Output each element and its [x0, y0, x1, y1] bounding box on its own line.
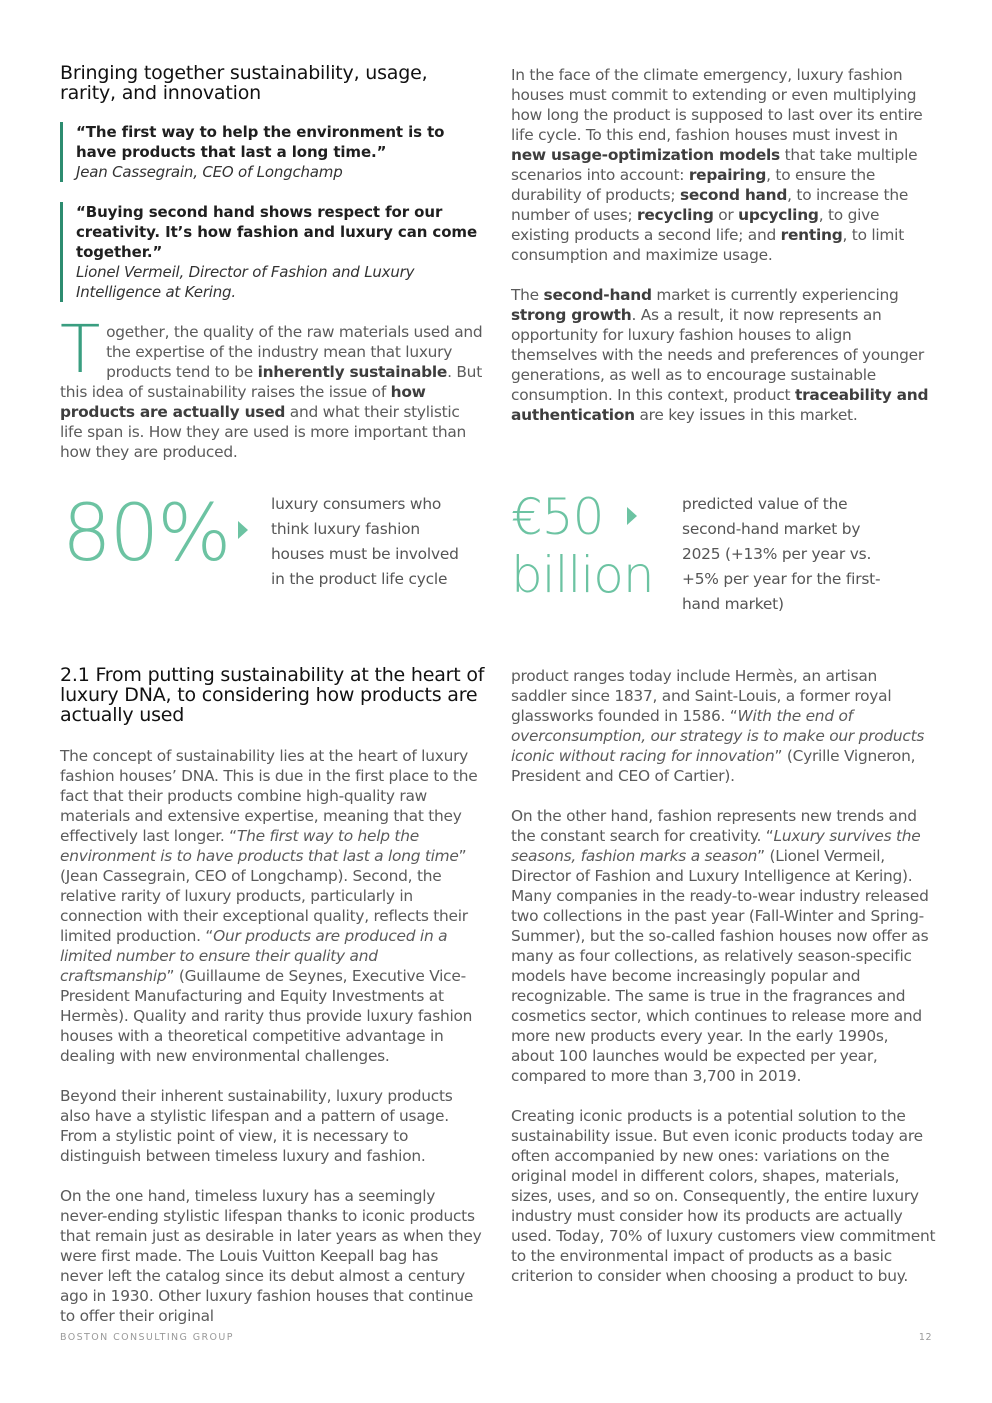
bold-run: new usage-optimization models — [511, 146, 780, 164]
stat-line: 2025 (+13% per year vs. — [682, 545, 872, 563]
stat-line: predicted value of the — [682, 495, 848, 513]
timeless-luxury-paragraph: On the one hand, timeless luxury has a seemingly never-ending stylistic lifespan thanks to iconic products that remain just as desirable in later years as when they were first made. The Louis Vuitton Keepall bag has never left the catalog since its debut almost a century ago in 1930. Other luxury fashion houses that continue to offer their original — [60, 1187, 482, 1325]
bold-run: how products are actually used — [60, 383, 426, 421]
italic-run: With the end of overconsumption, our strategy is to make our products iconic without racing for innovation — [511, 707, 925, 765]
text-run: , to increase the number of uses; — [511, 186, 909, 224]
right-top-column — [511, 65, 936, 425]
text-run: ” (Lionel Vermeil, Director of Fashion and Luxury Intelligence at Kering). Many companies in the ready-to-wear industry released two collections in the past year (Fall-Winter and Spring-Summer), but the so-called fashion houses now offer as many as four collections, as relatively season-specific models have become increasingly popular and recognizable. The same is true in the fragrances and cosmetics sector, which continues to release more and more new products every year. In the early 1990s, about 100 launches would be expected per year, compared to more than 3,700 in 2019. — [511, 847, 929, 1085]
bold-run: traceability and authentication — [511, 386, 929, 424]
left-top-column — [60, 63, 485, 462]
arrow-right-icon — [627, 507, 637, 525]
stylistic-lifespan-paragraph: Beyond their inherent sustainability, luxury products also have a stylistic lifespan and a pattern of usage. From a stylistic point of view, it is necessary to distinguish between timeless luxury and fashion. — [60, 1087, 453, 1165]
sustainability-dna-paragraph — [60, 746, 485, 1066]
pull-quote-1 — [60, 122, 485, 182]
bold-run: second-hand — [543, 286, 652, 304]
iconic-products-paragraph: Creating iconic products is a potential solution to the sustainability issue. But even iconic products today are often accompanied by new ones: variations on the original model in different colors, shapes, materials, sizes, uses, and so on. Consequently, the entire luxury industry must consider how its products are actually used. Today, 70% of luxury customers view commitment to the environmental impact of products as a basic criterion to consider when choosing a product to buy. — [511, 1107, 936, 1285]
italic-run: The first way to help the environment is to have products that last a long time — [60, 827, 459, 865]
stat-description — [682, 492, 882, 617]
stat-line: luxury consumers who — [271, 495, 442, 513]
stat-value-line: €50 — [511, 488, 604, 546]
stat-line: +5% per year for the first- — [682, 570, 881, 588]
fashion-trends-paragraph — [511, 806, 936, 1086]
quote-author: Lionel Vermeil, Director of Fashion and Luxury Intelligence at Kering. — [76, 263, 415, 301]
page-number: 12 — [918, 1332, 932, 1343]
footer-company: BOSTON CONSULTING GROUP — [60, 1332, 234, 1343]
bold-run: inherently sustainable — [257, 363, 448, 381]
text-run: . As a result, it now represents an opportunity for luxury fashion houses to align themselves with the needs and preferences of younger generations, as well as to encourage sustainable consumption. In this context, product — [511, 306, 924, 404]
stat-line: second-hand market by — [682, 520, 861, 538]
quote-author: Jean Cassegrain, CEO of Longchamp — [76, 163, 343, 181]
stat-value — [511, 488, 654, 604]
italic-run: Our products are produced in a limited number to ensure their quality and craftsmanship — [60, 927, 448, 985]
text-run: The — [511, 286, 544, 304]
bold-run: upcycling — [738, 206, 819, 224]
product-ranges-paragraph — [511, 666, 936, 786]
bold-run: renting — [780, 226, 843, 244]
text-run: market is currently experiencing — [651, 286, 899, 304]
stat-description — [271, 492, 471, 592]
section-heading: 2.1 From putting sustainability at the heart of luxury DNA, to considering how products are actually used — [60, 664, 485, 726]
quote-text: “The first way to help the environment is to have products that last a long time.” — [76, 123, 445, 161]
usage-models-paragraph — [511, 65, 936, 265]
arrow-right-icon — [238, 521, 248, 539]
stat-value: 80% — [62, 489, 230, 579]
stat-line: hand market) — [682, 595, 784, 613]
text-run: that take multiple scenarios into account: — [511, 146, 918, 184]
pull-quote-2 — [60, 202, 485, 302]
second-hand-paragraph — [511, 285, 936, 425]
section-right-column — [511, 666, 936, 1286]
text-run: , to give existing products a second life; and — [511, 206, 880, 244]
text-run: The concept of sustainability lies at the heart of luxury fashion houses’ DNA. This is due in the first place to the fact that their products combine high-quality raw materials and extensive expertise, meaning that they effectively last longer. “ — [60, 747, 478, 845]
text-run: ” (Guillaume de Seynes, Executive Vice-President Manufacturing and Equity Investments at Hermès). Quality and rarity thus provide luxury fashion houses with a theoretical competitive advantage in dealing with new environmental challenges. — [60, 967, 473, 1065]
text-run: product ranges today include Hermès, an artisan saddler since 1837, and Saint-Louis, a former royal glassworks founded in 1586. “ — [511, 667, 892, 725]
text-run: . But this idea of sustainability raises the issue of — [60, 363, 482, 401]
stat-line: in the product life cycle — [271, 570, 448, 588]
stat-line: think luxury fashion — [271, 520, 420, 538]
bold-run: strong growth — [511, 306, 632, 324]
quote-text: “Buying second hand shows respect for our creativity. It’s how fashion and luxury can come together.” — [76, 203, 478, 261]
section-left-column — [60, 665, 485, 1326]
text-run: are key issues in this market. — [634, 406, 858, 424]
text-run: and what their stylistic life span is. How they are used is more important than how they are produced. — [60, 403, 467, 461]
drop-cap: T — [60, 311, 101, 388]
text-run: , to limit consumption and maximize usage. — [511, 226, 904, 264]
bold-run: repairing — [688, 166, 767, 184]
text-run: or — [713, 206, 739, 224]
bold-run: recycling — [637, 206, 714, 224]
text-run: In the face of the climate emergency, luxury fashion houses must commit to extending or even multiplying how long the product is supposed to last over its entire life cycle. To this end, fashion houses must invest in — [511, 66, 923, 144]
intro-paragraph — [60, 311, 485, 462]
text-run: ogether, the quality of the raw materials used and the expertise of the industry mean that luxury products tend to be — [106, 323, 483, 381]
text-run: ” (Jean Cassegrain, CEO of Longchamp). Second, the relative rarity of luxury products, particularly in connection with their exceptional quality, reflects their limited production. “ — [60, 847, 468, 945]
text-run: , to ensure the durability of products; — [511, 166, 876, 204]
text-run: ” (Cyrille Vigneron, President and CEO of Cartier). — [511, 747, 916, 785]
italic-run: Luxury survives the seasons, fashion marks a season — [511, 827, 921, 865]
stat-line: houses must be involved — [271, 545, 459, 563]
bold-run: second hand — [679, 186, 788, 204]
heading-bringing-together: Bringing together sustainability, usage, rarity, and innovation — [60, 62, 428, 104]
stat-value-line: billion — [511, 546, 654, 604]
text-run: On the other hand, fashion represents new trends and the constant search for creativity. “ — [511, 807, 917, 845]
